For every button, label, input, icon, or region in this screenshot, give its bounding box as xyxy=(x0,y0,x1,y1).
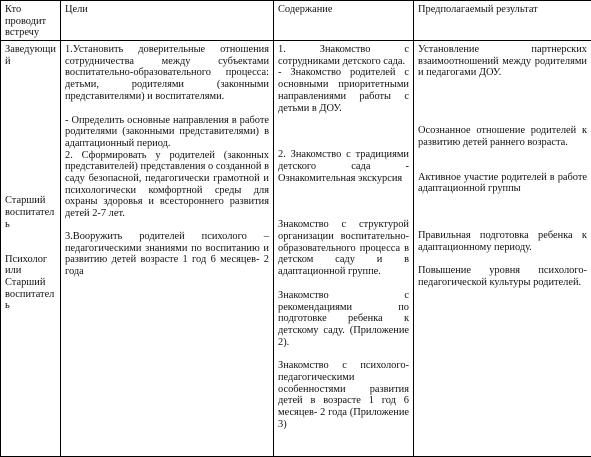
who-cell xyxy=(1,41,61,457)
table-row xyxy=(1,41,591,457)
result-4: Правильная подготовка ребенка к адаптационному периоду. xyxy=(418,230,587,253)
goals-cell xyxy=(61,41,274,457)
who-senior-educator: Старший воспитатель xyxy=(5,195,56,230)
header-content: Содержание xyxy=(274,1,414,41)
content-cell xyxy=(274,41,414,457)
result-1: Установление партнерских взаимоотношений между родителями и педагогами ДОУ. xyxy=(418,44,587,79)
content-2: 2. Знакомство с традициями детского сада - Ознакомительная экскурсия xyxy=(278,149,409,184)
who-head: Заведующий xyxy=(5,44,56,67)
goal-1: 1.Установить доверительные отношения сотрудничества между субъектами воспитательно-образовательного процесса: детьми, родителями (законными представителями) и воспитателями. xyxy=(65,44,269,103)
content-1: 1. Знакомство с сотрудниками детского сада. xyxy=(278,44,409,67)
header-goals: Цели xyxy=(61,1,274,41)
goal-2: 2. Сформировать у родителей (законных представителей) представления о созданной в саду безопасной, педагогически грамотной и психологически комфортной среды для охраны здоровья и всестороннего развития детей 2-7 лет. xyxy=(65,150,269,220)
goal-1-sub: - Определить основные направления в работе родителями (законными представителями) в адаптационный период. xyxy=(65,115,269,150)
result-3: Активное участие родителей в работе адаптационной группы xyxy=(418,172,587,195)
result-5: Повышение уровня психолого-педагогической культуры родителей. xyxy=(418,265,587,288)
table-header-row xyxy=(1,1,591,41)
content-3: Знакомство с структурой организации воспитательно-образовательного процесса в детском саду и в адаптационной группе. xyxy=(278,219,409,278)
goal-3: 3.Вооружить родителей психолого – педагогическими знаниями по воспитанию и развитию детей возрасте 1 год 6 месяцев- 2 года xyxy=(65,231,269,278)
result-2: Осознанное отношение родителей к развитию детей раннего возраста. xyxy=(418,125,587,148)
header-who: Кто проводит встречу xyxy=(1,1,61,41)
content-1-sub: - Знакомство родителей с основными приоритетными направлениями работы с детьми в ДОУ. xyxy=(278,67,409,114)
result-cell xyxy=(414,41,591,457)
content-5: Знакомство с психолого-педагогическими особенностями развития детей в возрасте 1 год 6 месяцев- 2 года (Приложение 3) xyxy=(278,360,409,430)
header-result: Предполагаемый результат xyxy=(414,1,591,41)
who-psychologist: Психолог или Старший воспитатель xyxy=(5,254,56,313)
content-4: Знакомство с рекомендациями по подготовке ребенка к детскому саду. (Приложение 2). xyxy=(278,290,409,349)
